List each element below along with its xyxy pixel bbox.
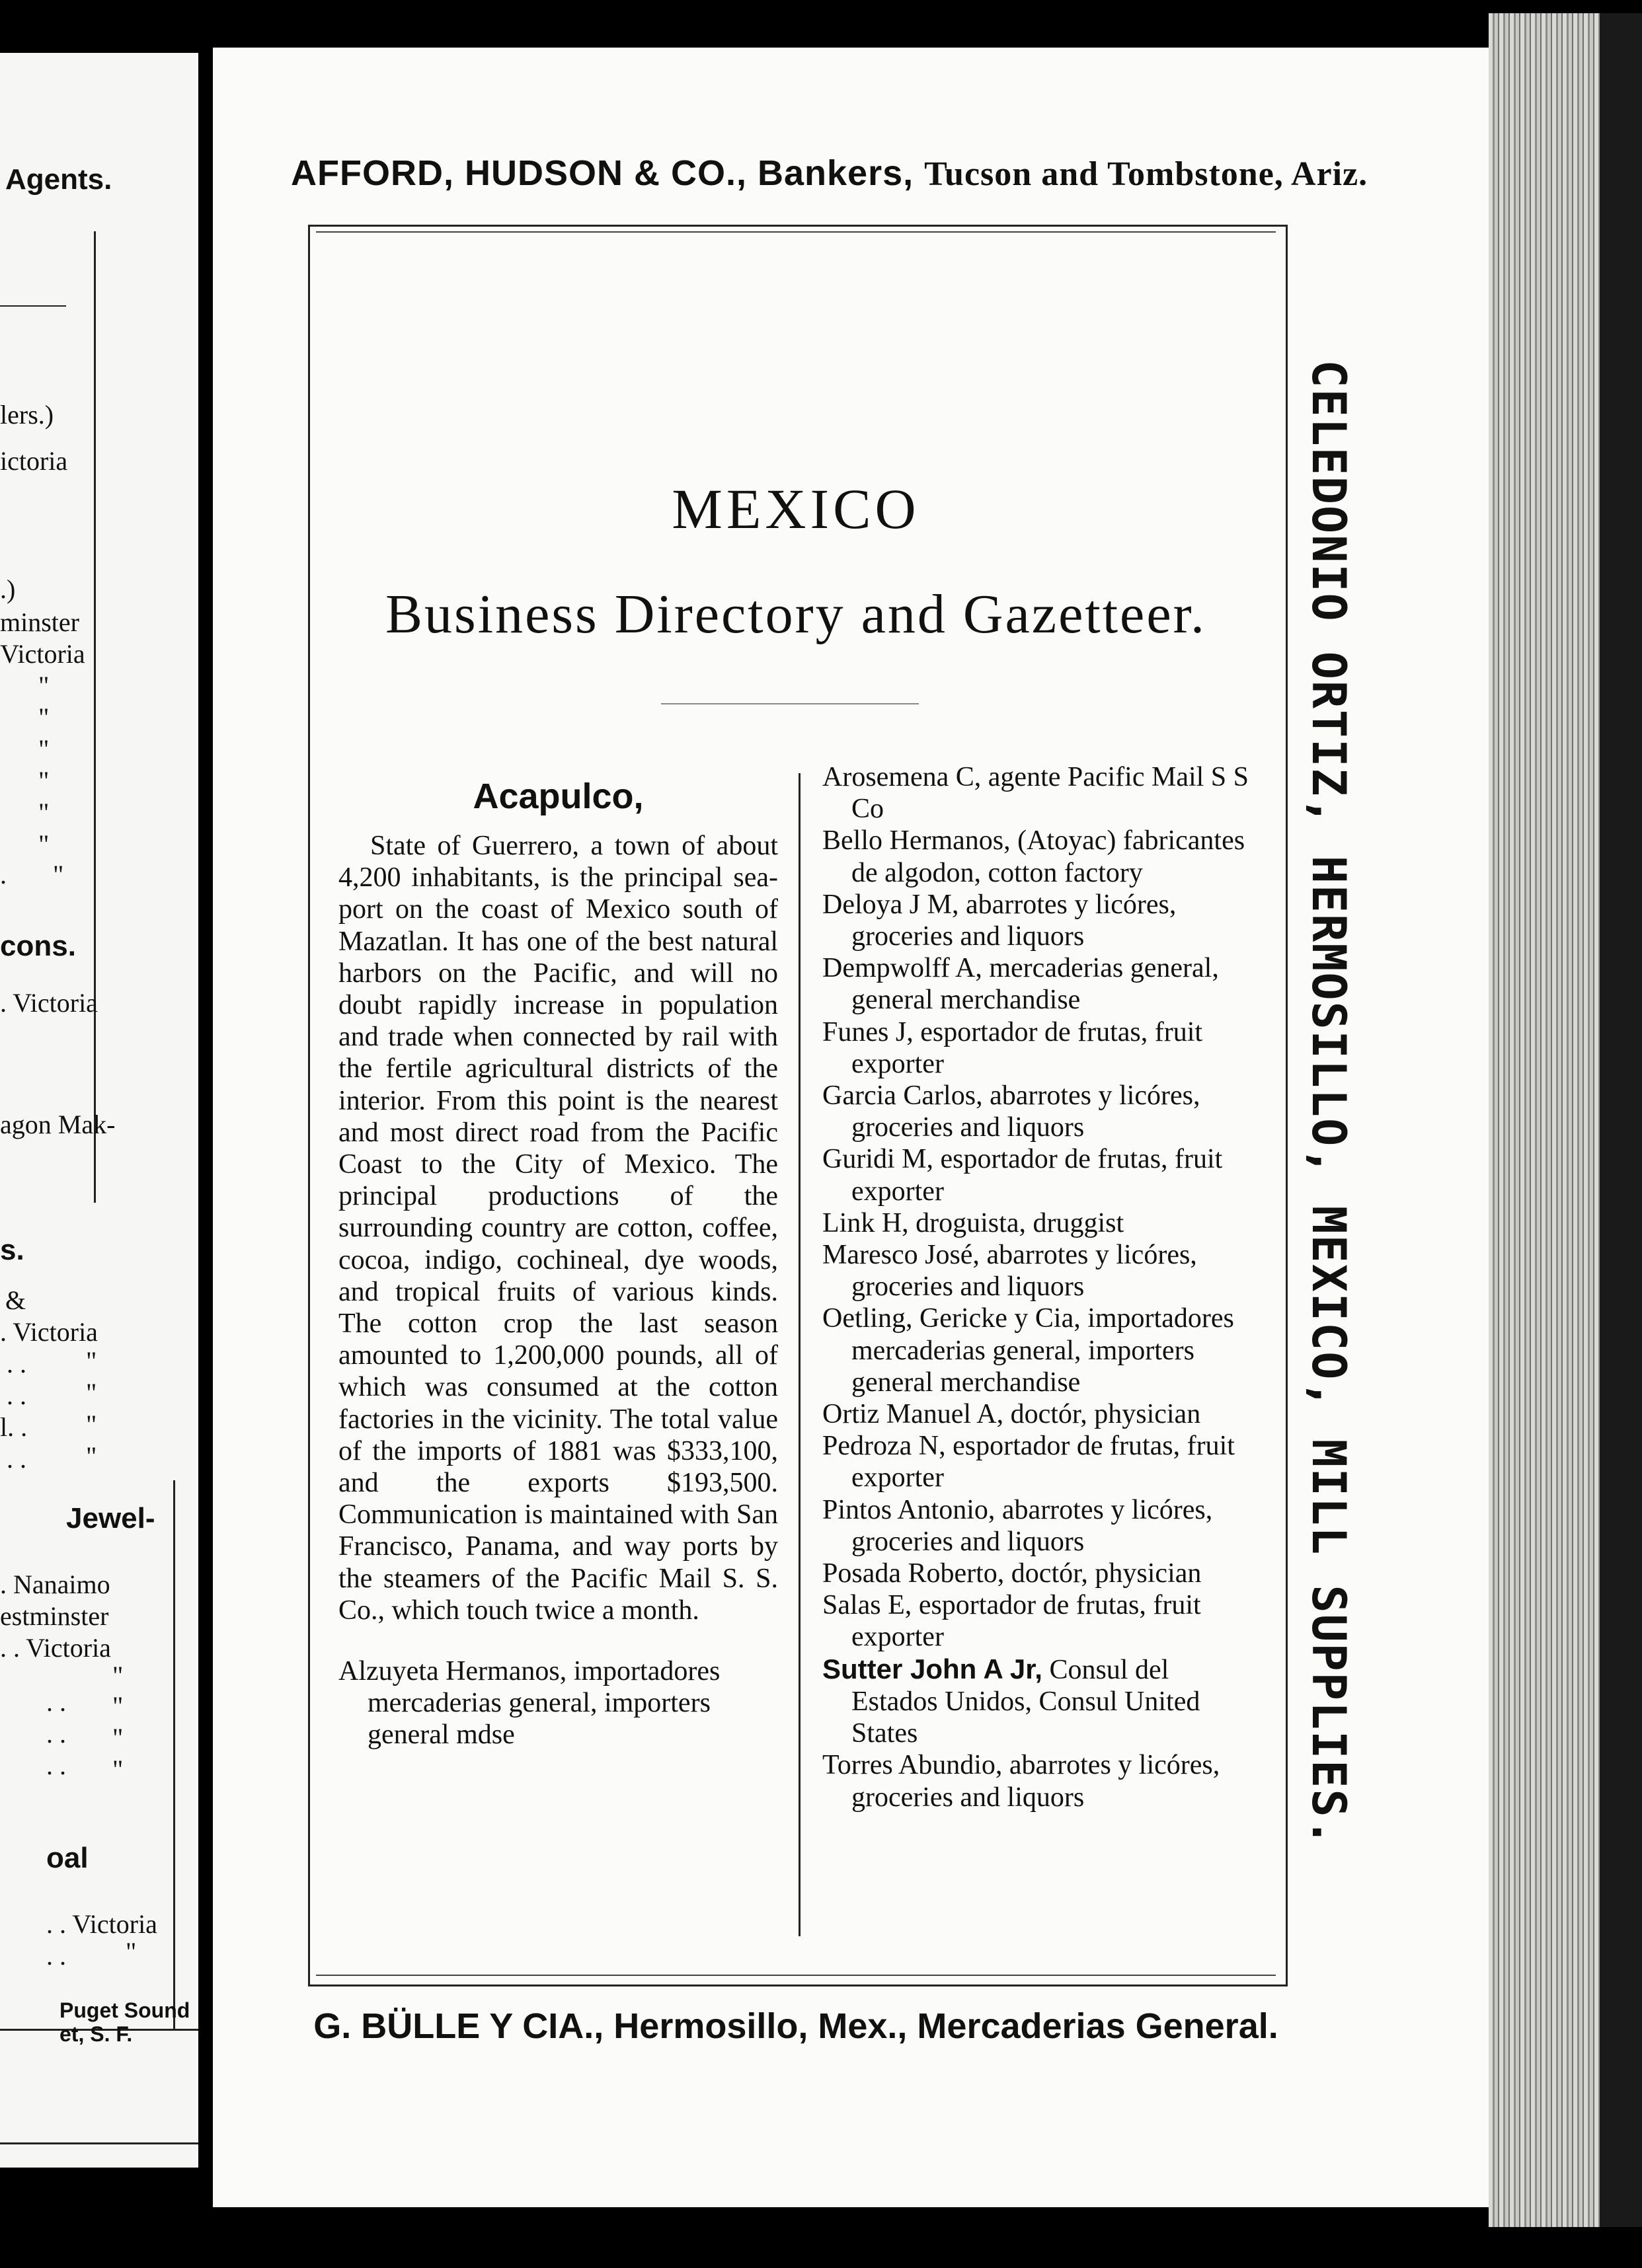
place-description: State of Guerrero, a town of about 4,200 inhabitants, is the principal sea-port on the coast of Mexico south of Mazatlan. It has one of the best natural harbors on the Pacific, and will no doubt rapidly increase in population and trade when connected by rail with the fertile agricultural districts of the interior. From this point is the nearest and most direct road from the Pacific Coast to the City of Mexico. The principal productions of the surrounding country are cotton, coffee, cocoa, indigo, cochineal, dye woods, and tropical fruits of various kinds. The cotton crop the last season amounted to 1,200,000 pounds, all of which was consumed at the cotton factories in the vicinity. The total value of the imports of 1881 was $333,100, and the exports $193,500. Communication is maintained with San Francisco, Panama, and way ports by the steamers of the Pacific Mail S. S. Co., which touch twice a month. bbox=[338, 831, 778, 1626]
facing-page-text: . . bbox=[46, 1719, 66, 1749]
ditto-mark: " bbox=[38, 766, 50, 796]
ditto-mark: " bbox=[86, 1346, 97, 1376]
facing-page-heading: Jewel- bbox=[66, 1502, 155, 1534]
entry-name: Arosemena C, bbox=[822, 762, 982, 792]
right-column bbox=[822, 761, 1259, 1813]
ditto-mark: " bbox=[112, 1661, 124, 1690]
facing-page-text: . . bbox=[7, 1380, 26, 1410]
entry-detail: Consul del Estados Unidos, Consul United States bbox=[851, 1654, 1200, 1749]
title-divider bbox=[661, 703, 919, 704]
entry-detail: agente Pacific Mail S S Co bbox=[851, 762, 1249, 825]
entry-detail: esportador de frutas, fruit exporter bbox=[851, 1016, 1203, 1079]
page-border-rule bbox=[316, 231, 1276, 233]
entry-name: Funes J, bbox=[822, 1016, 914, 1047]
entry-name: Guridi M, bbox=[822, 1144, 933, 1175]
entry-name: Garcia Carlos, bbox=[822, 1080, 983, 1112]
entry-name: Ortiz Manuel A, bbox=[822, 1399, 1004, 1430]
facing-page-text: minster bbox=[0, 607, 79, 637]
facing-page-text: . . Victoria bbox=[0, 1633, 111, 1663]
column-divider bbox=[799, 773, 801, 1936]
entry-detail: doctór, physician bbox=[1003, 1399, 1201, 1430]
directory-entry bbox=[822, 1303, 1259, 1398]
facing-page-text: agon Mak- bbox=[0, 1110, 116, 1139]
side-advertisement bbox=[1296, 218, 1362, 1989]
ditto-mark: " bbox=[86, 1378, 97, 1408]
directory-entry bbox=[822, 1589, 1259, 1653]
entry-name: Alzuyeta Hermanos, bbox=[338, 1656, 567, 1687]
facing-page-text: . Victoria bbox=[0, 988, 98, 1018]
ditto-mark: " bbox=[38, 734, 50, 764]
ditto-mark: " bbox=[112, 1691, 124, 1721]
facing-page-rule bbox=[0, 305, 66, 307]
directory-entry bbox=[822, 952, 1259, 1016]
header-firm-name: AFFORD, HUDSON & CO., Bankers, bbox=[291, 153, 914, 193]
header-advertisement bbox=[291, 147, 1368, 200]
entry-detail: abarrotes y licóres, groceries and liquors bbox=[851, 1080, 1200, 1143]
page-title: MEXICO bbox=[672, 477, 920, 541]
facing-page-text: & bbox=[5, 1285, 26, 1315]
entry-name: Salas E, bbox=[822, 1590, 912, 1621]
ditto-mark: " bbox=[38, 702, 50, 732]
entry-name: Pintos Antonio, bbox=[822, 1494, 996, 1525]
directory-entry bbox=[822, 1239, 1259, 1303]
facing-page-text: . . bbox=[46, 1687, 66, 1717]
directory-entry bbox=[822, 1207, 1259, 1239]
facing-page-text: lers.) bbox=[0, 400, 54, 430]
entry-name: Link H, bbox=[822, 1207, 909, 1238]
facing-page-text: Victoria bbox=[0, 639, 85, 669]
place-heading: Acapulco, bbox=[473, 776, 644, 816]
entry-detail: abarrotes y licóres, groceries and liquors bbox=[851, 1750, 1220, 1813]
ditto-mark: " bbox=[38, 798, 50, 827]
facing-page-text: estminster bbox=[0, 1601, 109, 1631]
header-locations: Tucson and Tombstone, Ariz. bbox=[924, 155, 1368, 193]
ditto-mark: " bbox=[86, 1410, 97, 1439]
entry-detail: mercaderias general, general merchandise bbox=[851, 953, 1219, 1016]
page-border-rule bbox=[316, 1975, 1276, 1976]
facing-page-advert: Puget Sound bbox=[59, 1998, 190, 2022]
directory-entry bbox=[822, 1558, 1259, 1589]
ditto-mark: " bbox=[38, 829, 50, 859]
facing-page-text: .) bbox=[0, 574, 16, 604]
directory-entry bbox=[822, 1080, 1259, 1143]
facing-page-text: . bbox=[0, 860, 7, 889]
entry-name: Maresco José, bbox=[822, 1240, 980, 1271]
entry-name: Deloya J M, bbox=[822, 889, 959, 920]
directory-entry bbox=[822, 1494, 1259, 1558]
facing-page-heading: s. bbox=[0, 1234, 24, 1266]
ditto-mark: " bbox=[53, 860, 64, 889]
entry-detail: importadores mercaderias general, importers general merchandise bbox=[851, 1303, 1234, 1398]
facing-page-text: . Nanaimo bbox=[0, 1569, 110, 1599]
facing-page-text: . . bbox=[46, 1751, 66, 1780]
entry-detail: importadores mercaderias general, importers general mdse bbox=[368, 1656, 721, 1751]
entry-detail: abarrotes y licóres, groceries and liquors bbox=[851, 889, 1177, 952]
entry-detail: droguista, druggist bbox=[908, 1207, 1124, 1238]
footer-advertisement: G. BÜLLE Y CIA., Hermosillo, Mex., Mercaderias General. bbox=[313, 2006, 1278, 2046]
directory-entry bbox=[822, 1653, 1259, 1750]
entry-name: Posada Roberto, bbox=[822, 1558, 1005, 1589]
left-column bbox=[338, 767, 778, 1751]
facing-page-text: . Victoria bbox=[0, 1317, 98, 1347]
ditto-mark: " bbox=[126, 1937, 137, 1967]
directory-entry bbox=[822, 889, 1259, 952]
entry-detail: esportador de frutas, fruit exporter bbox=[851, 1431, 1235, 1493]
facing-page-text: . . bbox=[7, 1349, 26, 1379]
facing-page-text: ictoria bbox=[0, 446, 68, 476]
entry-detail: (Atoyac) fabricantes de algodon, cotton factory bbox=[851, 825, 1245, 888]
entry-name: Pedroza N, bbox=[822, 1431, 946, 1462]
directory-entry bbox=[822, 1016, 1259, 1080]
entry-detail: esportador de frutas, fruit exporter bbox=[851, 1144, 1223, 1207]
page-subtitle: Business Directory and Gazetteer. bbox=[385, 584, 1206, 645]
directory-entry bbox=[338, 1655, 778, 1751]
book-spine-shadow bbox=[1600, 13, 1642, 2227]
facing-page-heading: cons. bbox=[0, 930, 76, 962]
entry-detail: abarrotes y licóres, groceries and liquors bbox=[851, 1240, 1197, 1303]
directory-entry bbox=[822, 761, 1259, 825]
directory-entry bbox=[822, 1749, 1259, 1813]
facing-page-text: . . bbox=[7, 1444, 26, 1474]
directory-entry bbox=[822, 1430, 1259, 1493]
entry-detail: abarrotes y licóres, groceries and liquors bbox=[851, 1494, 1213, 1557]
entry-name: Sutter John A Jr, bbox=[822, 1653, 1042, 1684]
entry-detail: doctór, physician bbox=[1004, 1558, 1202, 1589]
side-advertisement-text: CELEDONIO ORTIZ, HERMOSILLO, MEXICO, MILL SUPPLIES. bbox=[1302, 359, 1356, 1848]
facing-page-text: . . Victoria bbox=[46, 1909, 157, 1939]
entry-name: Bello Hermanos, bbox=[822, 825, 1011, 856]
ditto-mark: " bbox=[112, 1755, 124, 1784]
ditto-mark: " bbox=[86, 1441, 97, 1471]
facing-page-rule bbox=[0, 2142, 198, 2144]
entry-detail: esportador de frutas, fruit exporter bbox=[851, 1590, 1201, 1653]
facing-page-rule bbox=[94, 231, 96, 1203]
directory-entry bbox=[822, 825, 1259, 888]
ditto-mark: " bbox=[38, 671, 50, 700]
facing-page-text: l. . bbox=[0, 1412, 28, 1442]
directory-entry bbox=[822, 1143, 1259, 1207]
ditto-mark: " bbox=[112, 1723, 124, 1753]
entry-name: Torres Abundio, bbox=[822, 1750, 1003, 1781]
entry-name: Oetling, Gericke y Cia, bbox=[822, 1303, 1081, 1334]
facing-page-rule bbox=[173, 1480, 175, 2029]
facing-page-text: . . bbox=[46, 1941, 66, 1971]
facing-page-advert: et, S. F. bbox=[59, 2022, 133, 2046]
entry-name: Dempwolff A, bbox=[822, 953, 982, 984]
directory-entry bbox=[822, 1398, 1259, 1430]
facing-page-heading: oal bbox=[46, 1842, 89, 1874]
facing-page-fragment bbox=[0, 53, 198, 2168]
facing-page-heading: Agents. bbox=[5, 163, 112, 196]
